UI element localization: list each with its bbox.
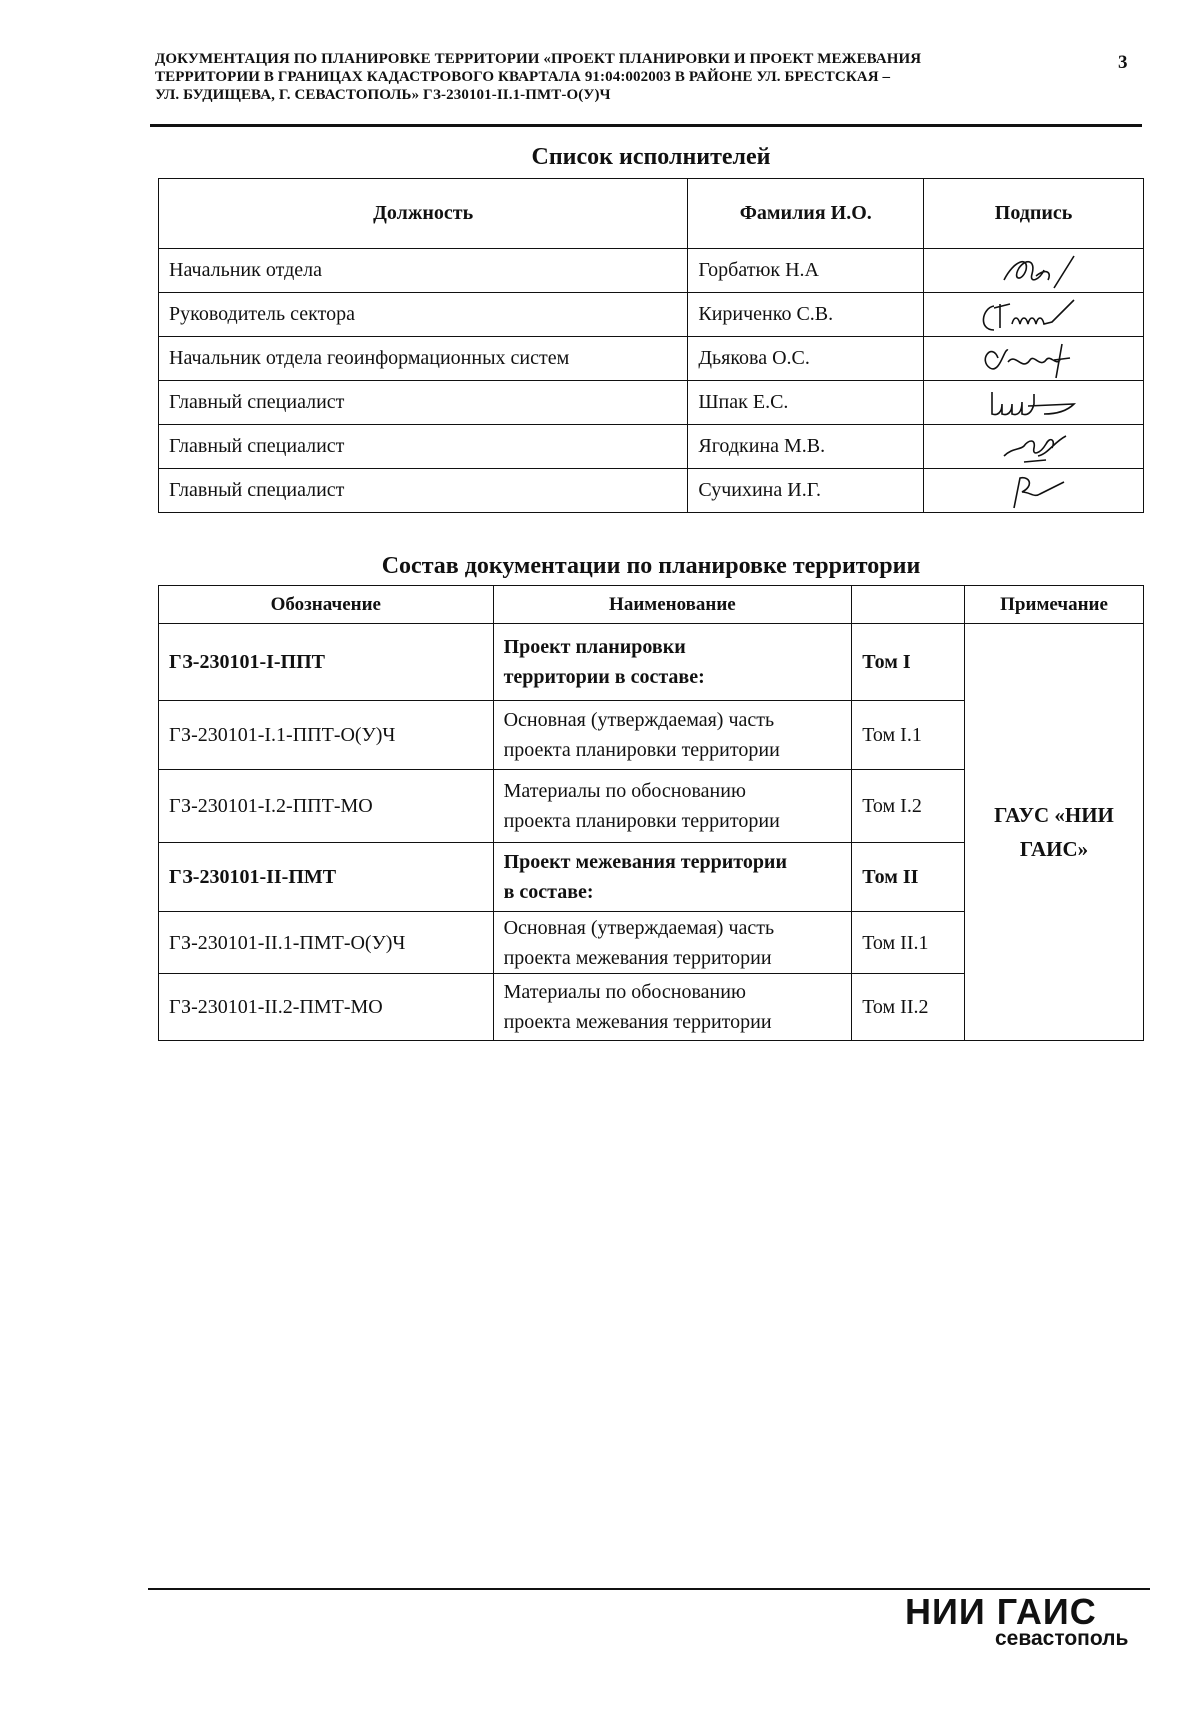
volume-cell: Том II.1 — [852, 912, 965, 974]
title-line-1: Проект планировки — [503, 636, 686, 658]
signature-cell — [924, 425, 1144, 469]
code-cell: ГЗ-230101-II.1-ПМТ-О(У)Ч — [159, 912, 494, 974]
composition-table — [158, 585, 1144, 1041]
note-cell — [965, 624, 1144, 1041]
header-divider — [150, 124, 1142, 127]
table-row — [159, 425, 1144, 469]
signature-image — [964, 294, 1104, 336]
note-line-1: ГАУС «НИИ — [994, 803, 1114, 827]
column-header-code: Обозначение — [159, 586, 494, 624]
footer-divider — [148, 1588, 1150, 1590]
code-cell: ГЗ-230101-I.1-ППТ-О(У)Ч — [159, 701, 494, 770]
signature-image — [974, 250, 1094, 292]
note-line-2: ГАИС» — [1019, 837, 1089, 861]
name-cell: Горбатюк Н.А — [688, 249, 924, 293]
column-header-signature: Подпись — [924, 179, 1144, 249]
volume-cell: Том I — [852, 624, 965, 701]
signature-cell — [924, 381, 1144, 425]
name-cell: Кириченко С.В. — [688, 293, 924, 337]
name-cell: Дьякова О.С. — [688, 337, 924, 381]
title-line-2: территории в составе: — [503, 666, 705, 688]
logo-sub-text: севастополь — [995, 1627, 1129, 1650]
table-row — [159, 469, 1144, 513]
volume-cell: Том I.1 — [852, 701, 965, 770]
position-cell: Главный специалист — [159, 469, 688, 513]
title-line-2: в составе: — [503, 881, 594, 903]
table-row — [159, 293, 1144, 337]
table-header-row — [159, 179, 1144, 249]
table-row — [159, 249, 1144, 293]
title-cell — [493, 624, 852, 701]
signature-cell — [924, 249, 1144, 293]
column-header-title: Наименование — [493, 586, 852, 624]
title-cell — [493, 974, 852, 1041]
title-line-2: проекта межевания территории — [503, 1011, 772, 1033]
volume-cell: Том I.2 — [852, 770, 965, 843]
header-line-2: ТЕРРИТОРИИ В ГРАНИЦАХ КАДАСТРОВОГО КВАРТАЛА 91:04:002003 В РАЙОНЕ УЛ. БРЕСТСКАЯ – — [155, 69, 891, 85]
title-line-1: Основная (утверждаемая) часть — [503, 709, 775, 731]
column-header-note: Примечание — [965, 586, 1144, 624]
title-cell — [493, 843, 852, 912]
name-cell: Ягодкина М.В. — [688, 425, 924, 469]
title-line-1: Основная (утверждаемая) часть — [503, 916, 775, 939]
volume-cell: Том II — [852, 843, 965, 912]
position-cell: Начальник отдела геоинформационных систем — [159, 337, 688, 381]
column-header-volume — [852, 586, 965, 624]
document-header — [155, 50, 1055, 104]
title-line-1: Проект межевания территории — [503, 851, 787, 873]
volume-cell: Том II.2 — [852, 974, 965, 1041]
signature-cell — [924, 337, 1144, 381]
page-number: 3 — [1118, 52, 1128, 73]
logo-main-text: НИИ ГАИС — [905, 1591, 1097, 1632]
name-cell: Шпак Е.С. — [688, 381, 924, 425]
title-cell — [493, 701, 852, 770]
signature-image — [964, 338, 1104, 380]
code-cell: ГЗ-230101-II.2-ПМТ-МО — [159, 974, 494, 1041]
executors-title: Список исполнителей — [531, 144, 771, 170]
position-cell: Начальник отдела — [159, 249, 688, 293]
title-line-1: Материалы по обоснованию — [503, 780, 746, 802]
position-cell: Руководитель сектора — [159, 293, 688, 337]
signature-image — [974, 470, 1094, 512]
header-line-1: ДОКУМЕНТАЦИЯ ПО ПЛАНИРОВКЕ ТЕРРИТОРИИ «ПРОЕКТ ПЛАНИРОВКИ И ПРОЕКТ МЕЖЕВАНИЯ — [155, 51, 922, 67]
code-cell: ГЗ-230101-II-ПМТ — [159, 843, 494, 912]
position-cell: Главный специалист — [159, 381, 688, 425]
title-line-1: Материалы по обоснованию — [503, 981, 746, 1003]
signature-cell — [924, 469, 1144, 513]
nii-gais-logo — [905, 1592, 1155, 1652]
composition-title: Состав документации по планировке территории — [381, 553, 921, 579]
column-header-name: Фамилия И.О. — [688, 179, 924, 249]
column-header-position: Должность — [159, 179, 688, 249]
title-cell — [493, 770, 852, 843]
code-cell: ГЗ-230101-I-ППТ — [159, 624, 494, 701]
code-cell: ГЗ-230101-I.2-ППТ-МО — [159, 770, 494, 843]
header-line-3: УЛ. БУДИЩЕВА, Г. СЕВАСТОПОЛЬ» ГЗ-230101-II.1-ПМТ-О(У)Ч — [155, 87, 611, 103]
name-cell: Сучихина И.Г. — [688, 469, 924, 513]
table-row — [159, 624, 1144, 701]
title-line-2: проекта межевания территории — [503, 946, 772, 969]
position-cell: Главный специалист — [159, 425, 688, 469]
executors-table — [158, 178, 1144, 513]
table-row — [159, 337, 1144, 381]
title-line-2: проекта планировки территории — [503, 810, 780, 832]
signature-image — [974, 426, 1094, 468]
signature-cell — [924, 293, 1144, 337]
title-cell — [493, 912, 852, 974]
signature-image — [964, 382, 1104, 424]
table-header-row — [159, 586, 1144, 624]
title-line-2: проекта планировки территории — [503, 739, 780, 761]
table-row — [159, 381, 1144, 425]
